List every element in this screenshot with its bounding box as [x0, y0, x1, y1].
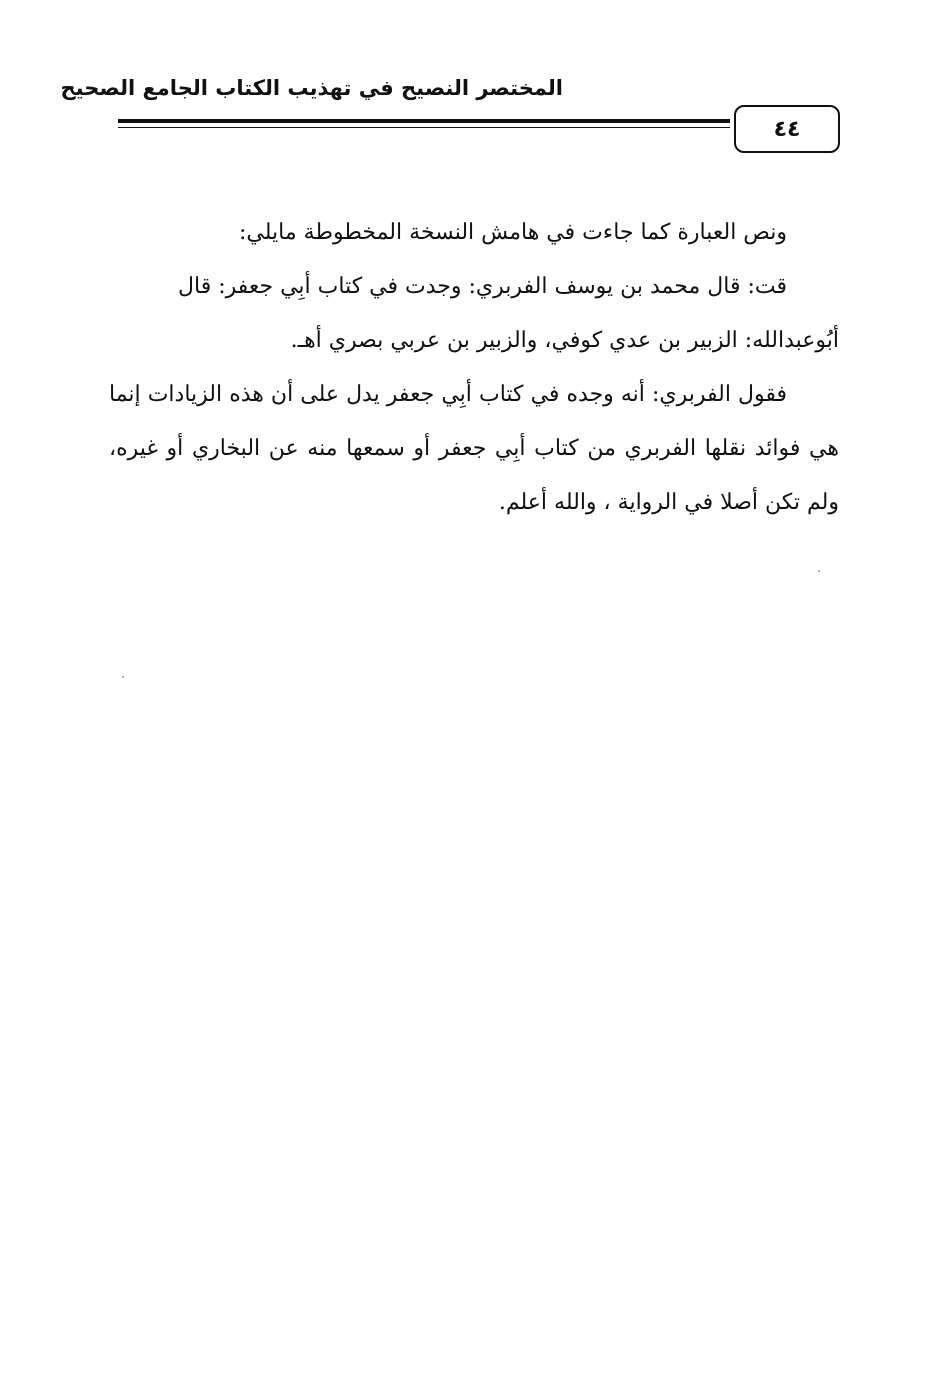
paragraph-commentary: فقول الفربري: أنه وجده في كتاب أبِي جعفر يدل على أن هذه الزيادات إنما هي فوائد نقلها الفربري من كتاب أبِي جعفر أو سمعها منه عن البخاري أو غيره، ولم تكن أصلا في الرواية ، والله أعلم. [109, 382, 839, 515]
header-rule-thick [118, 119, 730, 123]
paragraph-quote-line-2: أبُوعبدالله: الزبير بن عدي كوفي، والزبير بن عربي بصري أهـ. [290, 328, 839, 353]
body-text [109, 206, 839, 530]
paragraph-intro: ونص العبارة كما جاءت في هامش النسخة المخطوطة مايلي: [239, 220, 787, 245]
page-number: ٤٤ [773, 116, 801, 142]
header-rule-thin [118, 127, 730, 128]
scan-speck [122, 676, 124, 678]
page-number-box [734, 105, 840, 153]
running-title: المختصر النصيح في تهذيب الكتاب الجامع الصحيح [60, 76, 563, 100]
scan-speck [818, 570, 820, 572]
paragraph-quote-line-1: قت: قال محمد بن يوسف الفربري: وجدت في كتاب أبِي جعفر: قال [178, 274, 787, 299]
